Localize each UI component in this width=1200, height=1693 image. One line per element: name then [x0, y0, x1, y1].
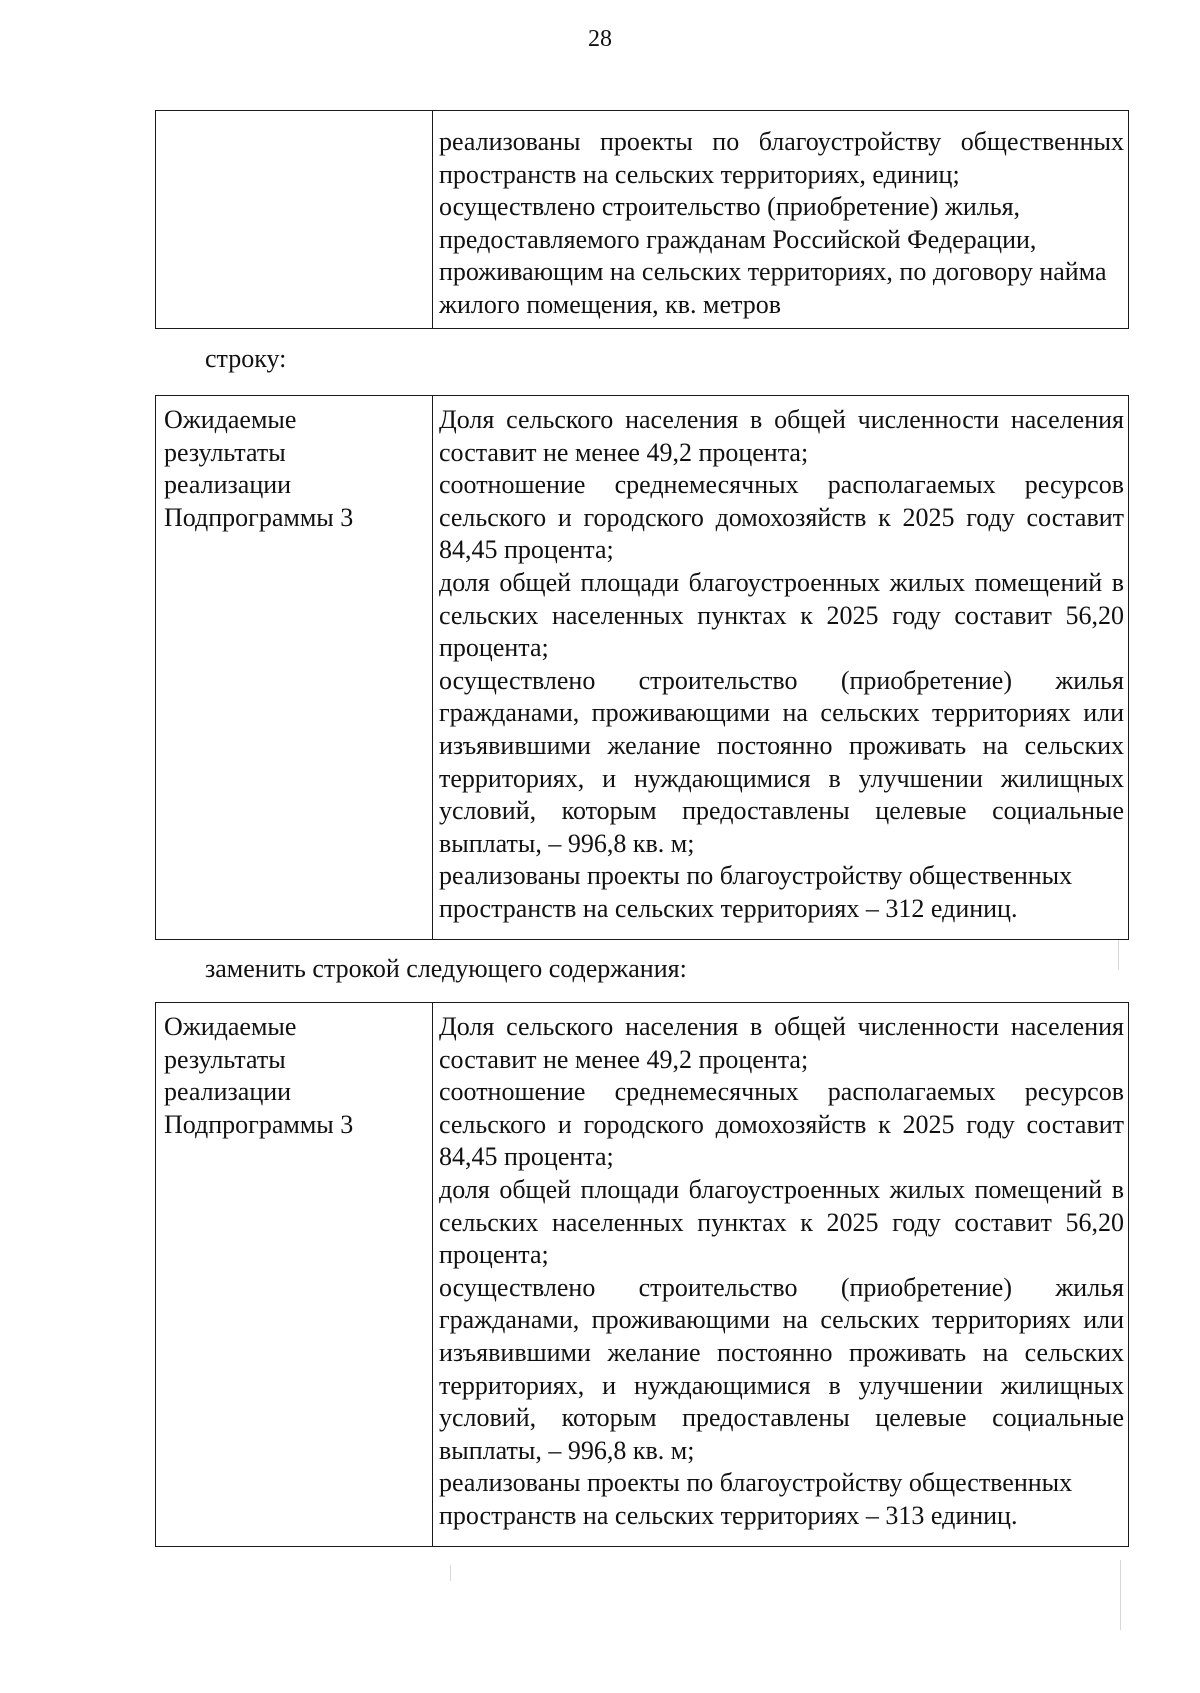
label-line: результаты — [164, 1044, 286, 1074]
table-cell-value — [433, 111, 1129, 329]
scan-artifact — [1120, 1560, 1121, 1630]
scan-artifact — [450, 1565, 451, 1581]
result-paragraph: доля общей площади благоустроенных жилых помещений в сельских населенных пунктах к 2025 году составит 56,20 процента; — [439, 567, 1124, 663]
table-row — [156, 111, 1129, 329]
label-line: результаты — [164, 437, 286, 467]
result-paragraph: реализованы проекты по благоустройству общественных пространств на сельских территориях, единиц; — [439, 127, 1124, 189]
table-previous-row-fragment — [155, 110, 1129, 329]
instruction-replace-with: заменить строкой следующего содержания: — [205, 954, 687, 983]
result-paragraph: реализованы проекты по благоустройству общественных пространств на сельских территориях – 313 единиц. — [439, 1468, 1073, 1530]
label-line: Ожидаемые — [164, 1012, 297, 1041]
label-line: реализации — [164, 1077, 292, 1107]
label-line: реализации — [164, 470, 292, 500]
result-paragraph: Доля сельского населения в общей численности населения составит не менее 49,2 процента; — [439, 1012, 1124, 1074]
scan-artifact — [1118, 940, 1119, 970]
table-cell-label — [156, 396, 433, 940]
result-paragraph: доля общей площади благоустроенных жилых помещений в сельских населенных пунктах к 2025 году составит 56,20 процента; — [439, 1174, 1124, 1270]
label-line: Подпрограммы 3 — [164, 502, 354, 532]
table-cell-value — [433, 1003, 1129, 1547]
table-cell-label-empty — [156, 111, 433, 329]
table-cell-value — [433, 396, 1129, 940]
result-paragraph: осуществлено строительство (приобретение) жилья гражданами, проживающими на сельских территориях или изъявившими желание постоянно проживать на сельских территориях, и нуждающимися в улучшении жилищных условий, которым предоставлены целевые социальные выплаты, – 996,8 кв. м; — [439, 1272, 1124, 1465]
result-paragraph: осуществлено строительство (приобретение) жилья, предоставляемого гражданам Российской Федерации, проживающим на сельских территориях, по договору найма жилого помещения, кв. метров — [439, 192, 1107, 319]
instruction-replace-row: строку: — [205, 344, 287, 373]
table-cell-label — [156, 1003, 433, 1547]
table-row — [156, 1003, 1129, 1547]
table-new-row — [155, 1002, 1129, 1547]
result-paragraph: осуществлено строительство (приобретение) жилья гражданами, проживающими на сельских территориях или изъявившими желание постоянно проживать на сельских территориях, и нуждающимися в улучшении жилищных условий, которым предоставлены целевые социальные выплаты, – 996,8 кв. м; — [439, 665, 1124, 858]
result-paragraph: реализованы проекты по благоустройству общественных пространств на сельских территориях – 312 единиц. — [439, 861, 1073, 923]
table-row — [156, 396, 1129, 940]
label-line: Подпрограммы 3 — [164, 1109, 354, 1139]
label-line: Ожидаемые — [164, 405, 297, 434]
page-number: 28 — [588, 26, 612, 52]
result-paragraph: соотношение среднемесячных располагаемых ресурсов сельского и городского домохозяйств к 2025 году составит 84,45 процента; — [439, 1077, 1124, 1172]
result-paragraph: соотношение среднемесячных располагаемых ресурсов сельского и городского домохозяйств к 2025 году составит 84,45 процента; — [439, 470, 1124, 565]
result-paragraph: Доля сельского населения в общей численности населения составит не менее 49,2 процента; — [439, 405, 1124, 467]
table-old-row — [155, 395, 1129, 940]
